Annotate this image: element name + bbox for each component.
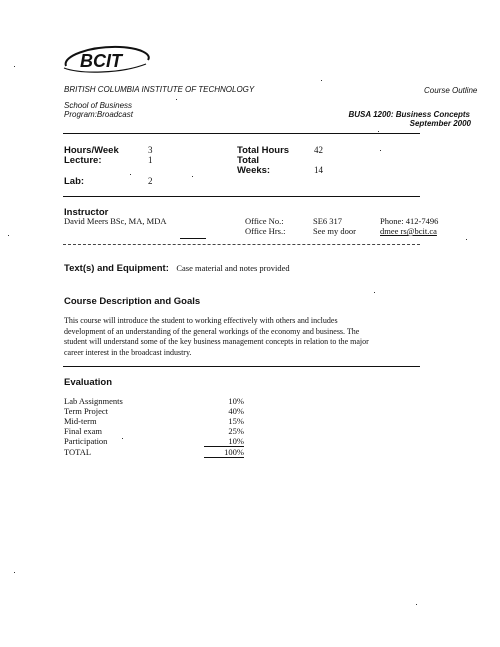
description-line: career interest in the broadcast industry. [64, 347, 192, 357]
total-hours-value: 42 [314, 145, 323, 155]
evaluation-percent: 15% [228, 416, 244, 426]
evaluation-percent: 10% [204, 436, 244, 447]
scan-speck [14, 66, 15, 67]
table-row [64, 426, 244, 436]
instructor-heading: Instructor [64, 207, 109, 218]
table-row [64, 406, 244, 416]
table-row [64, 447, 244, 458]
instructor-divider [63, 244, 420, 245]
texts-row [64, 258, 290, 276]
hours-divider [63, 196, 420, 197]
evaluation-total-label: TOTAL [64, 447, 92, 457]
texts-value: Case material and notes provided [176, 263, 290, 273]
document-type: Course Outline [424, 86, 478, 95]
total-weeks-value: 14 [314, 165, 323, 175]
description-body [64, 316, 424, 358]
description-divider [63, 366, 420, 367]
svg-text:BCIT: BCIT [80, 51, 122, 71]
short-rule [180, 238, 206, 239]
office-hours-value: See my door [313, 226, 356, 236]
table-row [64, 396, 244, 406]
school-name: School of Business [64, 101, 133, 110]
description-line: student will understand some of the key business management concepts in relation to the major [64, 337, 369, 346]
scan-speck [378, 131, 379, 132]
evaluation-item: Participation [64, 436, 108, 447]
instructor-phone: Phone: 412-7496 [380, 216, 439, 226]
office-no-label: Office No.: [245, 216, 284, 226]
description-line: This course will introduce the student to working effectively with others and includes [64, 316, 338, 325]
evaluation-item: Mid-term [64, 416, 97, 426]
evaluation-item: Term Project [64, 406, 109, 416]
instructor-name: David Meers BSc, MA, MDA [64, 216, 167, 226]
evaluation-percent: 10% [228, 396, 244, 406]
course-title: BUSA 1200: Business Concepts [348, 110, 470, 119]
texts-label: Text(s) and Equipment: [64, 263, 169, 274]
scan-speck [122, 438, 123, 439]
hours-week-label: Hours/Week [64, 145, 119, 156]
scan-speck [416, 604, 417, 605]
course-date: September 2000 [409, 119, 471, 128]
evaluation-item: Lab Assignments [64, 396, 123, 406]
evaluation-percent: 40% [228, 406, 244, 416]
evaluation-total-value: 100% [204, 447, 244, 458]
hours-week-value: 3 [148, 145, 153, 155]
total-weeks-label-2: Weeks: [237, 165, 271, 176]
evaluation-heading: Evaluation [64, 377, 113, 388]
description-line: development of an understanding of the general workings of the economy and business. The [64, 326, 360, 336]
scan-speck [466, 239, 467, 240]
lecture-label: Lecture: [64, 155, 102, 166]
office-hours-label: Office Hrs.: [245, 226, 286, 236]
header-divider [63, 133, 420, 134]
scan-speck [176, 99, 177, 100]
total-weeks-label-1: Total [237, 155, 259, 166]
table-row [64, 436, 244, 447]
lab-value: 2 [148, 176, 153, 186]
scan-speck [14, 572, 15, 573]
scan-speck [321, 80, 322, 81]
bcit-logo [60, 44, 152, 76]
lecture-value: 1 [148, 155, 153, 165]
evaluation-percent: 25% [228, 426, 244, 436]
office-no-value: SE6 317 [313, 216, 343, 226]
program-name: Program:Broadcast [64, 110, 133, 119]
evaluation-item: Final exam [64, 426, 103, 436]
lab-label: Lab: [64, 176, 85, 187]
evaluation-table [64, 396, 244, 458]
table-row [64, 416, 244, 426]
institute-name: BRITISH COLUMBIA INSTITUTE OF TECHNOLOGY [64, 85, 255, 94]
description-heading: Course Description and Goals [64, 296, 201, 307]
instructor-email[interactable]: dmee rs@bcit.ca [380, 226, 437, 236]
scan-speck [192, 176, 193, 177]
scan-speck [380, 150, 381, 151]
total-hours-label: Total Hours [237, 145, 290, 156]
scan-speck [8, 235, 9, 236]
scan-speck [374, 292, 375, 293]
scan-speck [130, 174, 131, 175]
